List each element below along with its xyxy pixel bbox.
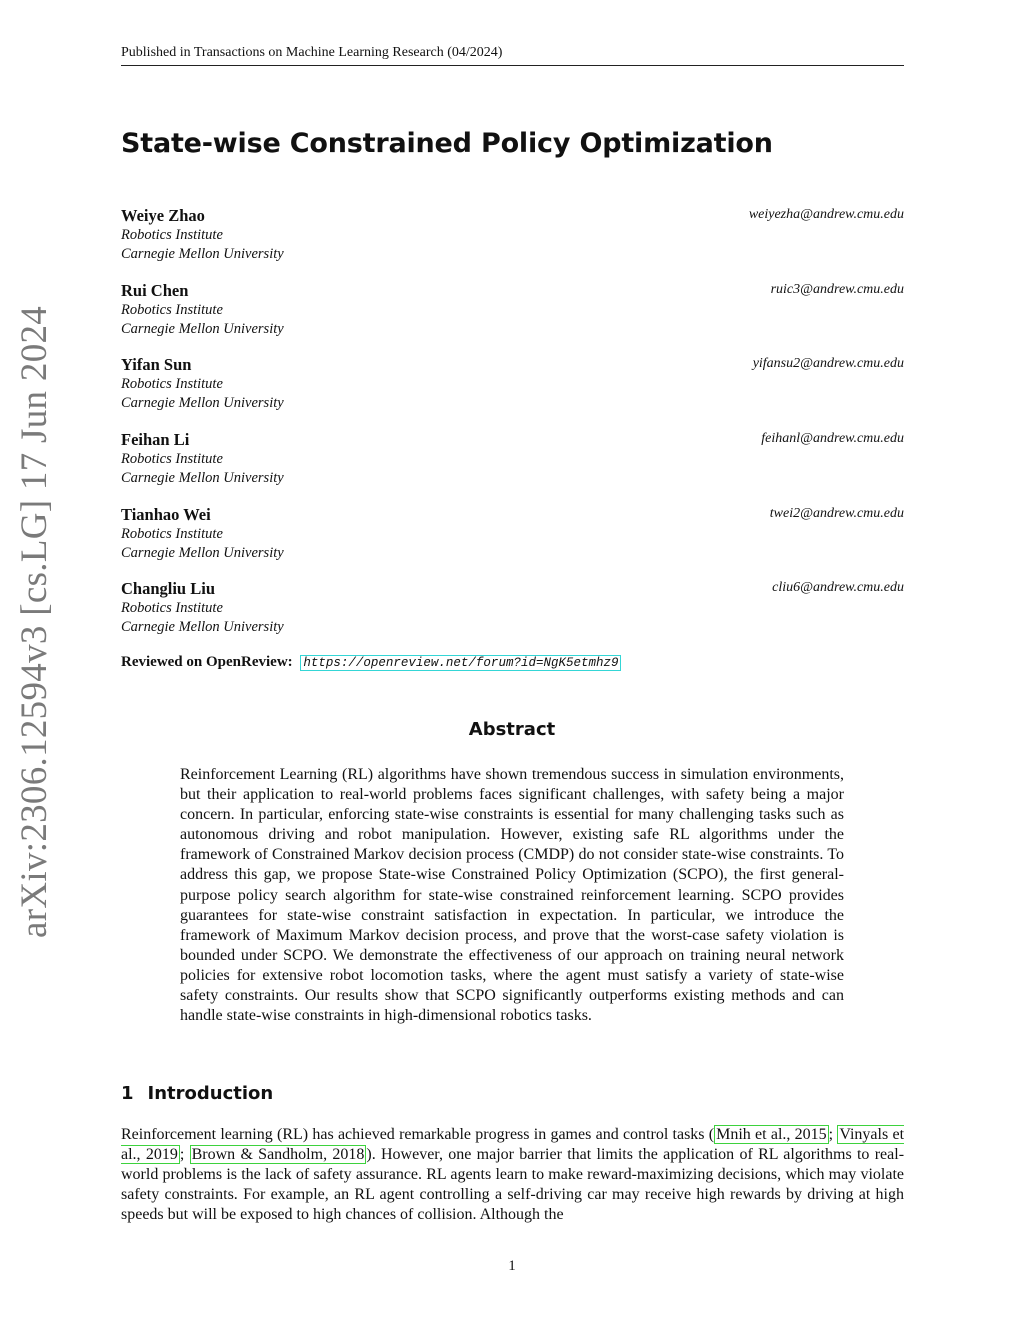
author-name: Rui Chen: [121, 281, 189, 300]
author-affiliation: Robotics Institute: [121, 227, 223, 243]
citation-link[interactable]: Mnih et al., 2015: [716, 1126, 827, 1143]
citation-separator: ;: [179, 1146, 190, 1164]
citation-link[interactable]: Vinyals et al., 2019: [121, 1126, 905, 1164]
author-block: [121, 505, 904, 565]
author-affiliation: Robotics Institute: [121, 526, 223, 542]
author-affiliation: Carnegie Mellon University: [121, 544, 284, 561]
intro-text: ). However, one major barrier that limits the application of RL algorithms to real-world problems is the lack of safety assurance. RL agents learn to make reward-maximizing decisions, which may violate safety constraints. For example, an RL agent controlling a self-driving car may receive high rewards by driving at high speeds but will be exposed to high chances of collision. Although the: [121, 1146, 905, 1224]
author-name: Tianhao Wei: [121, 505, 211, 524]
author-affiliation: Carnegie Mellon University: [121, 618, 284, 635]
section-heading: [121, 1083, 273, 1104]
author-affiliation: Robotics Institute: [121, 600, 223, 616]
author-block: [121, 430, 904, 490]
running-header: Published in Transactions on Machine Learning Research (04/2024): [121, 44, 904, 66]
section-title: Introduction: [147, 1083, 274, 1104]
section-number: 1: [121, 1083, 134, 1104]
openreview-line: [121, 654, 621, 671]
openreview-label: Reviewed on OpenReview:: [121, 654, 293, 670]
author-name: Yifan Sun: [121, 355, 192, 374]
author-affiliation: Robotics Institute: [121, 376, 223, 392]
paper-title: State-wise Constrained Policy Optimization: [121, 128, 773, 159]
introduction-paragraph: [121, 1125, 904, 1225]
page-number: 1: [508, 1258, 516, 1274]
author-affiliation: Robotics Institute: [121, 451, 223, 467]
citation-link[interactable]: Brown & Sandholm, 2018: [191, 1146, 365, 1164]
openreview-link[interactable]: https://openreview.net/forum?id=NgK5etmhz9: [300, 655, 621, 671]
author-affiliation: Carnegie Mellon University: [121, 245, 284, 262]
author-email[interactable]: ruic3@andrew.cmu.edu: [770, 282, 904, 297]
author-email[interactable]: yifansu2@andrew.cmu.edu: [752, 356, 904, 371]
author-email[interactable]: weiyezha@andrew.cmu.edu: [748, 207, 904, 222]
author-affiliation: Carnegie Mellon University: [121, 469, 284, 486]
author-name: Feihan Li: [121, 430, 190, 449]
citation-separator: ;: [828, 1126, 838, 1143]
author-email[interactable]: cliu6@andrew.cmu.edu: [772, 580, 904, 595]
intro-text: Reinforcement learning (RL) has achieved remarkable progress in games and control tasks (: [121, 1126, 715, 1143]
author-block: [121, 206, 904, 266]
author-email[interactable]: feihanl@andrew.cmu.edu: [761, 431, 904, 446]
author-email[interactable]: twei2@andrew.cmu.edu: [769, 506, 904, 521]
arxiv-identifier-stamp: arXiv:2306.12594v3 [cs.LG] 17 Jun 2024: [14, 305, 55, 938]
author-affiliation: Carnegie Mellon University: [121, 394, 284, 411]
author-block: [121, 355, 904, 415]
author-name: Changliu Liu: [121, 579, 216, 598]
author-name: Weiye Zhao: [121, 206, 205, 225]
author-block: [121, 579, 904, 639]
author-block: [121, 281, 904, 341]
author-affiliation: Robotics Institute: [121, 302, 223, 318]
author-affiliation: Carnegie Mellon University: [121, 320, 284, 337]
abstract-heading: Abstract: [468, 719, 556, 740]
abstract-text: Reinforcement Learning (RL) algorithms have shown tremendous success in simulation environments, but their application to real-world problems faces significant challenges, with safety being a major concern. In particular, enforcing state-wise constraints is essential for many challenging tasks such as autonomous driving and robot manipulation. However, existing safe RL algorithms under the framework of Constrained Markov decision process (CMDP) do not consider state-wise constraints. To address this gap, we propose State-wise Constrained Policy Optimization (SCPO), the first general-purpose policy search algorithm for state-wise constrained reinforcement learning. SCPO provides guarantees for state-wise constraint satisfaction in expectation. In particular, we introduce the framework of Maximum Markov decision process, and prove that the worst-case safety violation is bounded under SCPO. We demonstrate the effectiveness of our approach on training neural network policies for extensive robot locomotion tasks, where the agent must satisfy a variety of state-wise safety constraints. Our results show that SCPO significantly outperforms existing methods and can handle state-wise constraints in high-dimensional robotics tasks.: [180, 766, 844, 1025]
